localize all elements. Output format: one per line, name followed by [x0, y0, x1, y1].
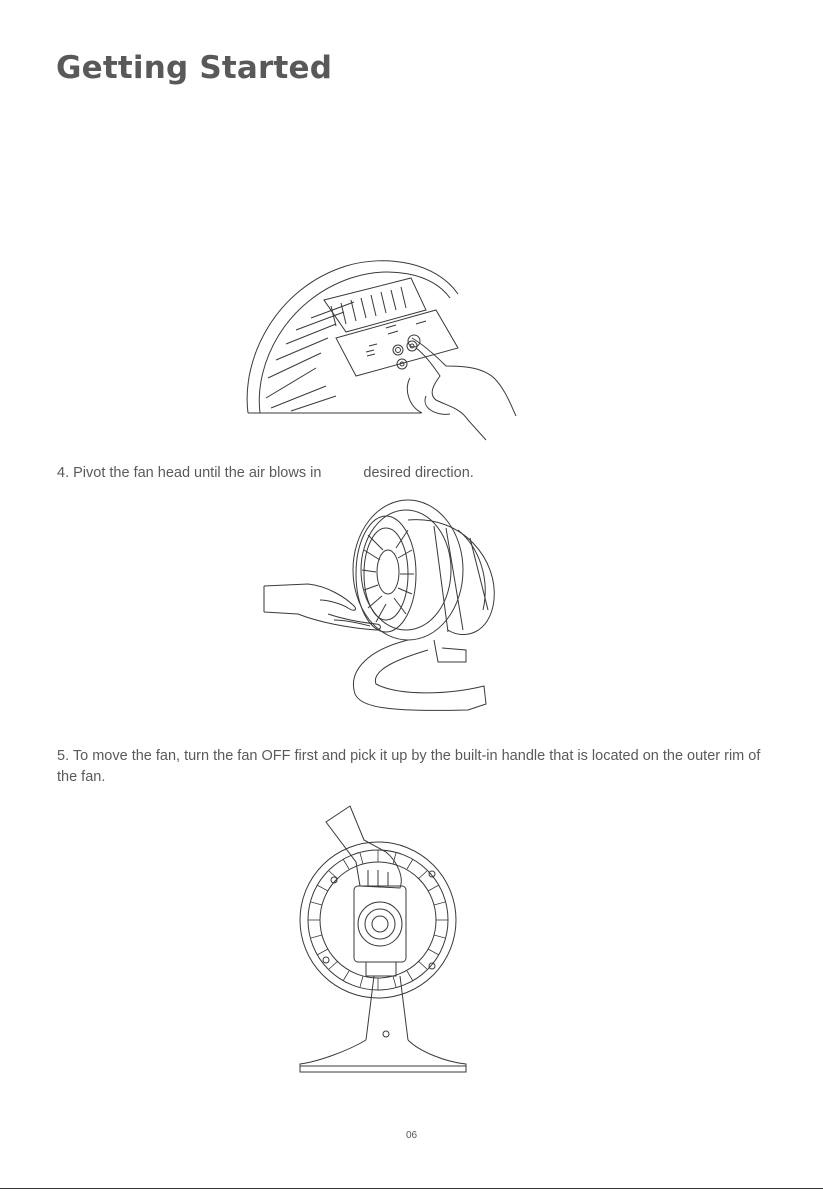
step-4-instruction: [57, 463, 474, 484]
pivot-fan-head-illustration: [258, 490, 498, 722]
step-4-text-start: 4. Pivot the fan head until the air blows in: [57, 465, 322, 481]
step-5-instruction: 5. To move the fan, turn the fan OFF first and pick it up by the built-in handle that is located on the outer rim of the fan.: [57, 748, 761, 785]
carry-fan-illustration: [296, 800, 471, 1078]
page-number: 06: [405, 1130, 418, 1141]
step-4-text-end: desired direction.: [363, 465, 474, 481]
bottom-divider: [0, 1188, 823, 1189]
press-button-illustration: [236, 248, 526, 443]
page-title: Getting Started: [56, 50, 333, 86]
